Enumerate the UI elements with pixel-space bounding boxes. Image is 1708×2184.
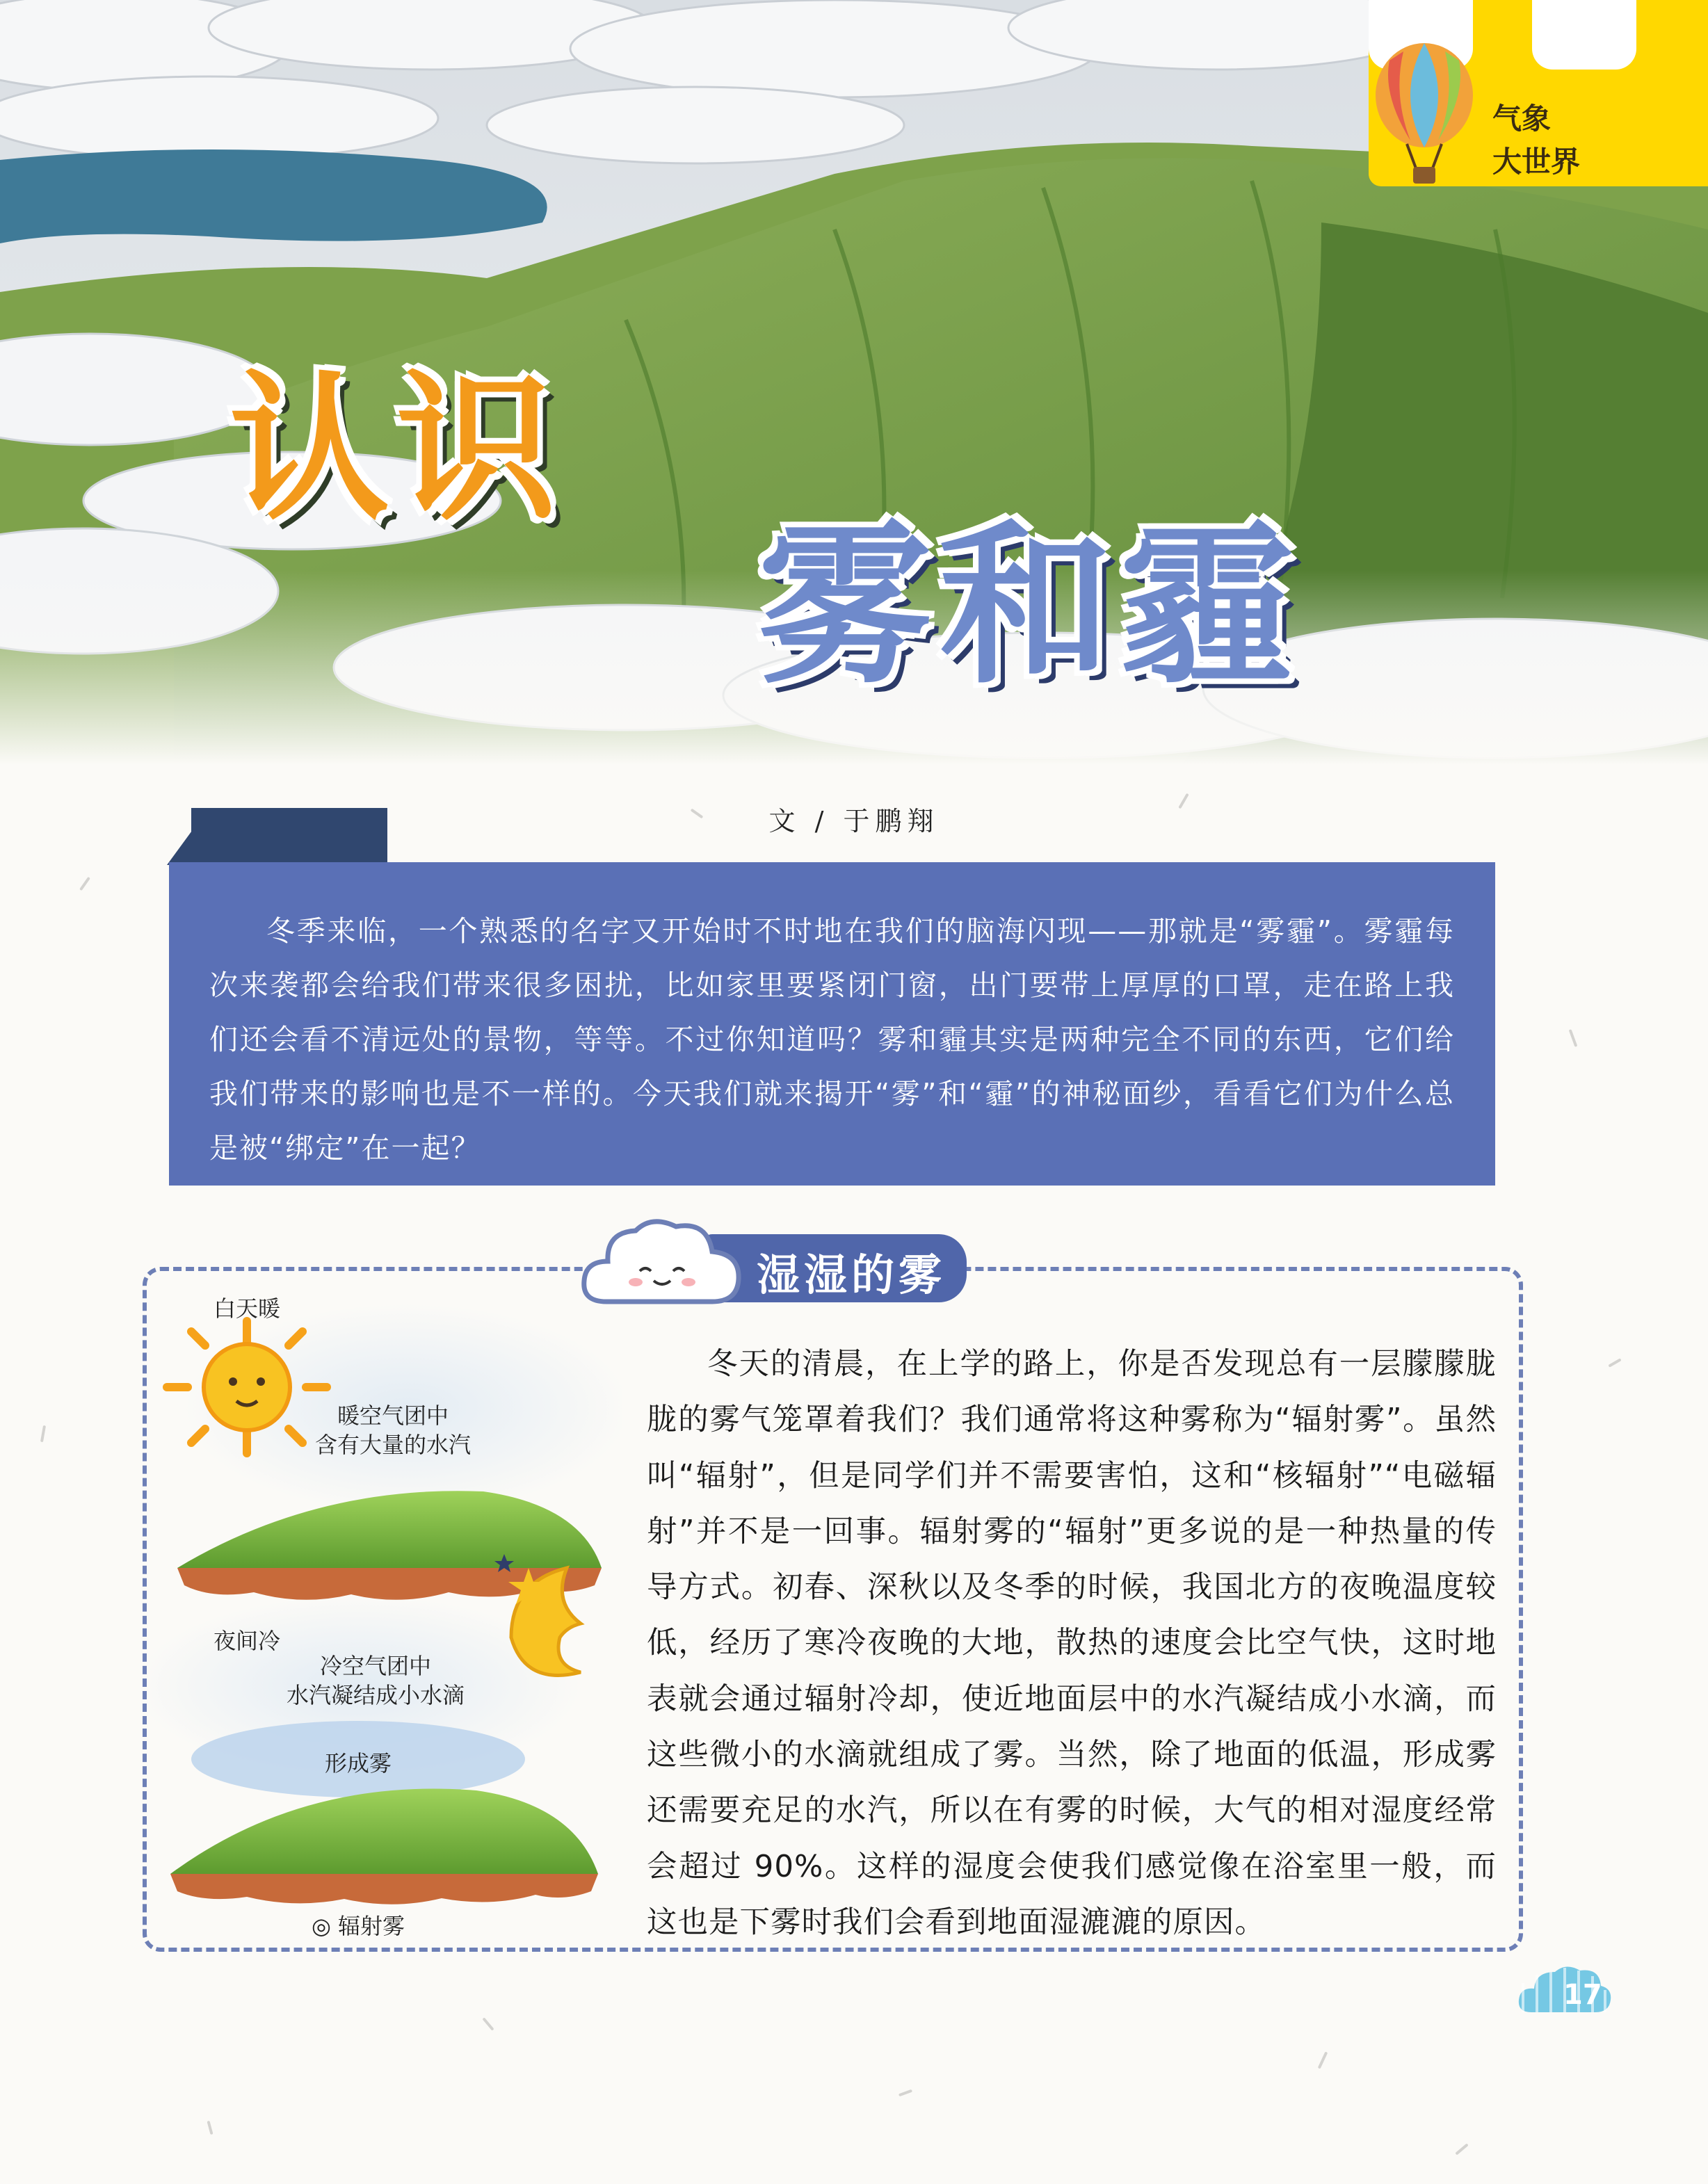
night-cloud-text: [271, 1651, 480, 1710]
section-paragraph: 冬天的清晨，在上学的路上，你是否发现总有一层朦朦胧胧的雾气笼罩着我们？我们通常将这种雾称为“辐射雾”。虽然叫“辐射”，但是同学们并不需要害怕，这和“核辐射”“电磁辐射”并不是一回事。辐射雾的“辐射”更多说的是一种热量的传导方式。初春、深秋以及冬季的时候，我国北方的夜晚温度较低，经历了寒冷夜晚的大地，散热的速度会比空气快，这时地表就会通过辐射冷却，使近地面层中的水汽凝结成小水滴，而这些微小的水滴就组成了雾。当然，除了地面的低温，形成雾还需要充足的水汽，所以在有雾的时候，大气的相对湿度经常会超过 90%。这样的湿度会使我们感觉像在浴室里一般，而这也是下雾时我们会看到地面湿漉漉的原因。: [647, 1347, 1497, 1940]
hot-air-balloon-icon: [1369, 43, 1480, 189]
paper-speck: [207, 2121, 213, 2135]
category-tag: [1369, 0, 1708, 186]
paper-speck: [1318, 2051, 1328, 2069]
title-part-1: [229, 320, 563, 550]
section-body: [647, 1336, 1497, 1950]
title-part-2: [758, 466, 1300, 716]
intro-paragraph: 冬季来临，一个熟悉的名字又开始时不时地在我们的脑海闪现——那就是“雾霾”。雾霾每次来袭都会给我们带来很多困扰，比如家里要紧闭门窗，出门要带上厚厚的口罩，走在路上我们还会看不清远处的景物，等等。不过你知道吗？雾和霾其实是两种完全不同的东西，它们给我们带来的影响也是不一样的。今天我们就来揭开“雾”和“霾”的神秘面纱，看看它们为什么总是被“绑定”在一起？: [209, 914, 1455, 1165]
radiation-fog-diagram: [150, 1276, 622, 1947]
page-title: [229, 320, 1481, 709]
section-title: 湿湿的雾: [757, 1249, 946, 1300]
tag-notch: [1532, 0, 1636, 70]
diagram-caption: ◎ 辐射雾: [311, 1913, 405, 1939]
intro-box: [169, 862, 1495, 1186]
night-cloud-line-2: 水汽凝结成小水滴: [286, 1682, 465, 1708]
paper-speck: [79, 877, 90, 891]
category-line-1: 气象: [1492, 102, 1552, 136]
day-cloud-line-1: 暖空气团中: [337, 1402, 449, 1429]
fog-label: 形成雾: [324, 1750, 392, 1777]
night-cloud-line-1: 冷空气团中: [319, 1653, 431, 1679]
day-label: 白天暖: [214, 1295, 281, 1322]
night-label: 夜间冷: [214, 1628, 281, 1654]
category-line-2: 大世界: [1492, 145, 1581, 179]
paper-speck: [1608, 1358, 1621, 1367]
author-byline: 文 / 于鹏翔: [768, 806, 940, 836]
page-number: 17: [1563, 1979, 1602, 2011]
day-cloud-text: [289, 1401, 497, 1459]
title-part-1-text: 认识: [229, 357, 564, 542]
paper-speck: [1569, 1029, 1578, 1047]
intro-corner-accent: [191, 808, 387, 865]
paper-speck: [899, 2089, 912, 2097]
title-part-2-text: 雾和霾: [758, 505, 1300, 707]
paper-speck: [1455, 2143, 1468, 2155]
day-cloud-line-2: 含有大量的水汽: [314, 1432, 471, 1458]
paper-speck: [482, 2017, 494, 2030]
category-label: [1492, 97, 1580, 184]
diagram-illustration: [150, 1276, 622, 1947]
paper-speck: [40, 1425, 46, 1442]
